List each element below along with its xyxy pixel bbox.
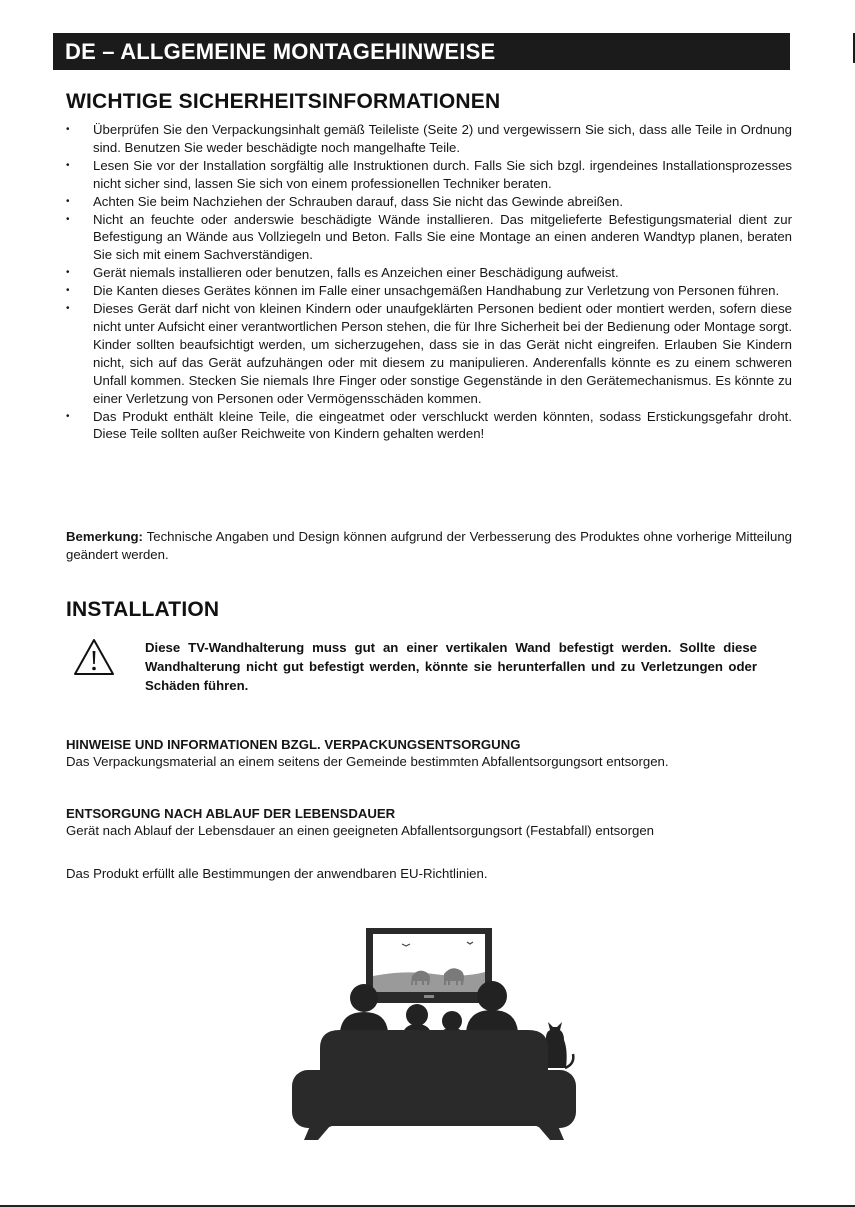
conformity-text: Das Produkt erfüllt alle Bestimmungen der anwendbaren EU-Richtlinien. xyxy=(66,866,488,881)
installation-warning: Diese TV-Wandhalterung muss gut an einer vertikalen Wand befestigt werden. Sollte diese Wandhalterung nicht gut befestigt werden, könnte sie herunterfallen und zu Verletzungen oder Schäden führen. xyxy=(145,640,757,693)
safety-item: • Die Kanten dieses Gerätes können im Falle einer unsachgemäßen Handhabung zur Verletzung von Personen führen. xyxy=(66,282,792,300)
remark-text: Technische Angaben und Design können aufgrund der Verbesserung des Produktes ohne vorherige Mitteilung geändert werden. xyxy=(66,529,792,562)
safety-item: • Achten Sie beim Nachziehen der Schrauben darauf, dass Sie nicht das Gewinde abreißen. xyxy=(66,193,792,211)
safety-item: • Überprüfen Sie den Verpackungsinhalt gemäß Teileliste (Seite 2) und vergewissern Sie sich, dass alle Teile in Ordnung sind. Benutzen Sie weder beschädigte noch mangelhafte Teile. xyxy=(66,121,792,157)
installation-title: INSTALLATION xyxy=(66,598,220,621)
packaging-text: Das Verpackungsmaterial an einem seitens der Gemeinde bestimmten Abfallentsorgungsort entsorgen. xyxy=(66,754,669,769)
end-of-life-text: Gerät nach Ablauf der Lebensdauer an einen geeigneten Abfallentsorgungsort (Festabfall) entsorgen xyxy=(66,823,654,838)
safety-list xyxy=(66,121,792,443)
family-watching-tv-icon xyxy=(284,920,584,1140)
safety-item: • Nicht an feuchte oder anderswie beschädigte Wände installieren. Das mitgelieferte Befestigungsmaterial dient zur Befestigung an Wände aus Vollziegeln und Beton. Falls Sie eine Montage an einen anderen Wandtyp planen, beraten Sie sich mit einem Sachverständigen. xyxy=(66,211,792,265)
warning-triangle-icon xyxy=(72,637,116,677)
remark-label: Bemerkung: xyxy=(66,529,143,544)
remark xyxy=(66,528,792,564)
end-of-life-heading: ENTSORGUNG NACH ABLAUF DER LEBENSDAUER xyxy=(66,806,396,821)
packaging-heading: HINWEISE UND INFORMATIONEN BZGL. VERPACKUNGSENTSORGUNG xyxy=(66,737,521,752)
safety-item: • Lesen Sie vor der Installation sorgfältig alle Instruktionen durch. Falls Sie sich bzgl. irgendeines Installationsprozesses nicht sicher sind, lassen Sie sich von einem professionellen Techniker beraten. xyxy=(66,157,792,193)
safety-title: WICHTIGE SICHERHEITSINFORMATIONEN xyxy=(66,90,501,113)
end-of-life-block xyxy=(66,805,806,839)
safety-item: • Das Produkt enthält kleine Teile, die eingeatmet oder verschluckt werden könnten, sodass Erstickungsgefahr droht. Diese Teile sollten außer Reichweite von Kindern gehalten werden! xyxy=(66,408,792,444)
page-header: DE – ALLGEMEINE MONTAGEHINWEISE xyxy=(53,33,790,70)
safety-item: • Dieses Gerät darf nicht von kleinen Kindern oder unaufgeklärten Personen bedient oder montiert werden, sofern diese nicht unter Aufsicht einer verantwortlichen Person stehen, die für Ihre Sicherheit bei der Bedienung oder Montage sorgt. Kinder sollten beaufsichtigt werden, um sicherzugehen, dass sie in das Gerät nicht eingreifen. Erlauben Sie Kindern nicht, sich auf das Gerät aufzuhängen oder mit diesem zu manipulieren. Anderenfalls könnte es zu einem schweren Unfall kommen. Stecken Sie niemals Ihre Finger oder sonstige Gegenstände in den Gerätemechanismus. Es könnte zu einer Verletzung von Personen oder Vermögensschäden kommen. xyxy=(66,300,792,407)
sofa xyxy=(292,1030,576,1140)
safety-item: • Gerät niemals installieren oder benutzen, falls es Anzeichen einer Beschädigung aufweist. xyxy=(66,264,792,282)
packaging-block xyxy=(66,736,806,770)
